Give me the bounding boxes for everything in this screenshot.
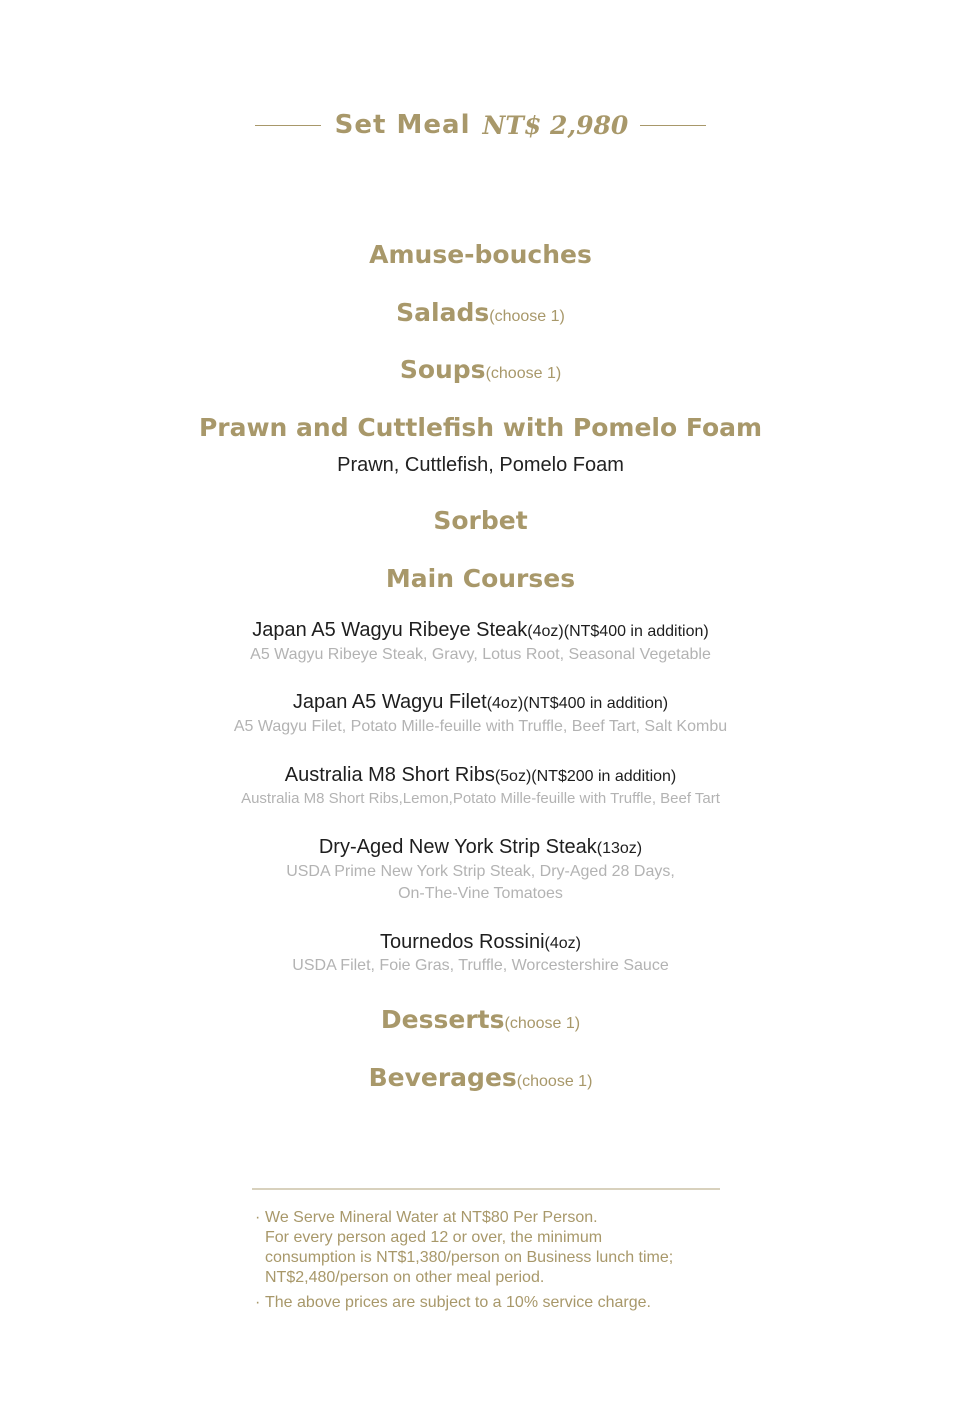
section-title: Desserts: [380, 1005, 505, 1034]
dish-portion-price: (4oz)(NT$400 in addition): [486, 695, 669, 712]
note-bullet: ·: [255, 1209, 261, 1226]
section-title: Main Courses: [385, 564, 576, 593]
section-note: (choose 1): [516, 1073, 593, 1090]
section-note: (choose 1): [489, 308, 565, 325]
dish-name: Japan A5 Wagyu Ribeye Steak: [252, 619, 528, 641]
section-title: Prawn and Cuttlefish with Pomelo Foam: [198, 413, 763, 442]
main-course-item: [0, 619, 961, 642]
main-course-item: [0, 764, 961, 787]
dish-description: [0, 716, 961, 738]
dish-description-line: USDA Prime New York Strip Steak, Dry-Aged 28 Days,: [286, 863, 675, 880]
section-amuse-bouches: [0, 240, 961, 269]
dish-portion-price: (4oz): [544, 935, 581, 952]
footer-divider: [252, 1188, 720, 1190]
section-title: Salads: [396, 298, 490, 327]
dish-name: Tournedos Rossini: [380, 931, 545, 953]
section-salads: [0, 298, 961, 327]
footer-note: [255, 1293, 725, 1313]
menu-header: [0, 110, 961, 140]
section-title: Sorbet: [433, 506, 528, 535]
dish-portion-price: (4oz)(NT$400 in addition): [527, 623, 709, 640]
note-line: The above prices are subject to a 10% service charge.: [265, 1294, 651, 1311]
dish-description: [0, 861, 961, 905]
section-sorbet: [0, 506, 961, 535]
dish-description: [0, 955, 961, 977]
set-meal-price: NT$ 2,980: [482, 110, 629, 140]
section-beverages: [0, 1063, 961, 1092]
note-line: We Serve Mineral Water at NT$80 Per Person.: [265, 1209, 598, 1226]
prawn-cuttlefish-description: Prawn, Cuttlefish, Pomelo Foam: [337, 454, 624, 476]
header-left-rule: [255, 125, 321, 126]
main-course-item: [0, 691, 961, 714]
section-main-courses: [0, 564, 961, 593]
dish-description-line: On-The-Vine Tomatoes: [398, 885, 563, 902]
note-bullet: ·: [255, 1294, 261, 1311]
section-title: Soups: [399, 355, 486, 384]
note-line: consumption is NT$1,380/person on Business lunch time;: [265, 1249, 674, 1266]
set-meal-title: Set Meal: [334, 110, 471, 140]
dish-name: Dry-Aged New York Strip Steak: [318, 836, 597, 858]
section-note: (choose 1): [485, 365, 562, 382]
header-right-rule: [640, 125, 706, 126]
section-desserts: [0, 1005, 961, 1034]
dish-description-line: USDA Filet, Foie Gras, Truffle, Worcestershire Sauce: [292, 957, 669, 974]
dish-description-line: A5 Wagyu Ribeye Steak, Gravy, Lotus Root, Seasonal Vegetable: [250, 646, 711, 663]
footer-notes: [255, 1208, 725, 1318]
note-line: NT$2,480/person on other meal period.: [265, 1269, 545, 1286]
section-soups: [0, 355, 961, 384]
dish-portion-price: (5oz)(NT$200 in addition): [494, 768, 677, 785]
footer-note: [255, 1208, 725, 1288]
dish-name: Australia M8 Short Ribs: [284, 764, 495, 786]
dish-description: [0, 644, 961, 666]
section-prawn-cuttlefish: [0, 413, 961, 442]
dish-description: [0, 788, 961, 810]
dish-portion-price: (13oz): [596, 840, 643, 857]
section-title: Amuse-bouches: [369, 240, 592, 269]
main-course-item: [0, 836, 961, 859]
note-line: For every person aged 12 or over, the minimum: [265, 1229, 603, 1246]
dish-description-line: Australia M8 Short Ribs,Lemon,Potato Mille-feuille with Truffle, Beef Tart: [241, 790, 720, 807]
dish-name: Japan A5 Wagyu Filet: [292, 691, 487, 713]
main-course-item: [0, 931, 961, 954]
section-title: Beverages: [368, 1063, 517, 1092]
section-note: (choose 1): [504, 1015, 581, 1032]
dish-description-line: A5 Wagyu Filet, Potato Mille-feuille with Truffle, Beef Tart, Salt Kombu: [233, 718, 728, 735]
